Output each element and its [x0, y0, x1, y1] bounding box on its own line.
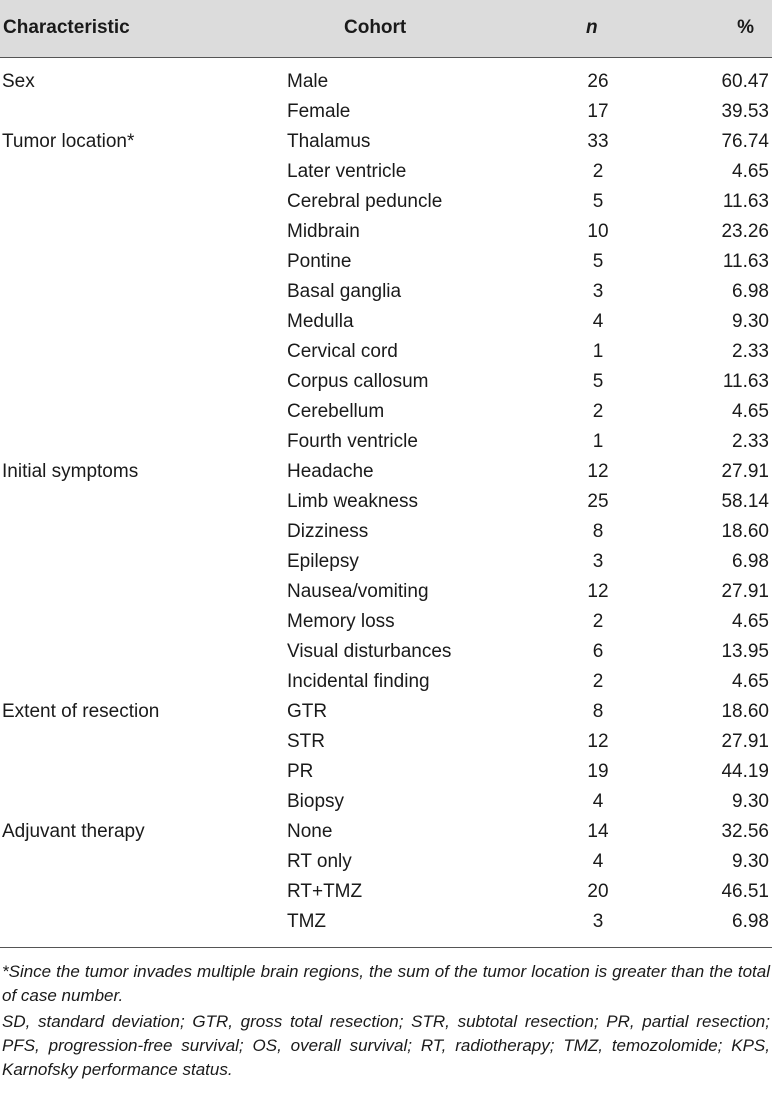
cell-percent: 4.65 — [732, 611, 769, 632]
cell-cohort: Basal ganglia — [287, 281, 402, 302]
table-header — [0, 0, 772, 58]
footnote-abbreviations: SD, standard deviation; GTR, gross total resection; STR, subtotal resection; PR, partial resection; PFS, progression-free survival; OS, overall survival; RT, radiotherapy; TMZ, temozolomide; KPS, Karnofsky performance status. — [2, 1012, 770, 1079]
header-characteristic: Characteristic — [3, 17, 130, 38]
cell-characteristic: Adjuvant therapy — [2, 821, 145, 842]
header-cohort: Cohort — [344, 17, 407, 38]
table-row — [0, 517, 772, 547]
cell-percent: 6.98 — [732, 911, 769, 932]
cell-percent: 27.91 — [721, 581, 769, 602]
table-row — [0, 307, 772, 337]
cell-characteristic: Initial symptoms — [2, 461, 139, 482]
cell-n: 10 — [587, 221, 609, 242]
table-row — [0, 127, 772, 157]
cell-percent: 9.30 — [732, 851, 769, 872]
cell-percent: 6.98 — [732, 281, 769, 302]
cell-n: 4 — [592, 311, 604, 332]
cell-cohort: Dizziness — [287, 521, 369, 542]
table-body — [0, 67, 772, 937]
cell-percent: 9.30 — [732, 311, 769, 332]
table-row — [0, 817, 772, 847]
cell-cohort: PR — [287, 761, 314, 782]
cell-cohort: Memory loss — [287, 611, 395, 632]
cell-n: 2 — [592, 611, 604, 632]
table-row — [0, 277, 772, 307]
cell-percent: 13.95 — [721, 641, 769, 662]
cell-cohort: TMZ — [287, 911, 327, 932]
cell-n: 2 — [592, 161, 604, 182]
cell-characteristic: Tumor location* — [2, 131, 135, 152]
table-row — [0, 667, 772, 697]
table-row — [0, 487, 772, 517]
cell-percent: 44.19 — [721, 761, 769, 782]
table-row — [0, 637, 772, 667]
table-row — [0, 877, 772, 907]
cell-cohort: Midbrain — [287, 221, 360, 242]
table-row — [0, 847, 772, 877]
cell-cohort: RT+TMZ — [287, 881, 363, 902]
cell-cohort: None — [287, 821, 333, 842]
cell-percent: 23.26 — [721, 221, 769, 242]
cell-cohort: Medulla — [287, 311, 354, 332]
cell-n: 19 — [587, 761, 609, 782]
table-row — [0, 547, 772, 577]
cell-n: 12 — [587, 461, 609, 482]
table-row — [0, 697, 772, 727]
table-row — [0, 67, 772, 97]
cell-percent: 4.65 — [732, 671, 769, 692]
table-row — [0, 217, 772, 247]
table-row — [0, 367, 772, 397]
cell-percent: 18.60 — [721, 701, 769, 722]
cell-cohort: Incidental finding — [287, 671, 430, 692]
cell-cohort: Male — [287, 71, 329, 92]
cell-cohort: Visual disturbances — [287, 641, 452, 662]
table-row — [0, 157, 772, 187]
table-row — [0, 397, 772, 427]
cell-cohort: Corpus callosum — [287, 371, 429, 392]
cell-n: 3 — [592, 281, 604, 302]
cell-percent: 4.65 — [732, 401, 769, 422]
cell-n: 14 — [587, 821, 609, 842]
cell-percent: 2.33 — [732, 431, 769, 452]
cell-n: 25 — [587, 491, 609, 512]
cell-n: 2 — [592, 671, 604, 692]
cell-characteristic: Extent of resection — [2, 701, 160, 722]
footnote-asterisk: *Since the tumor invades multiple brain regions, the sum of the tumor location is greater than the total of case number. — [2, 962, 770, 1005]
cell-percent: 9.30 — [732, 791, 769, 812]
table-row — [0, 757, 772, 787]
cell-cohort: GTR — [287, 701, 328, 722]
cell-n: 5 — [592, 191, 604, 212]
cell-percent: 39.53 — [721, 101, 769, 122]
cell-percent: 27.91 — [721, 461, 769, 482]
table-row — [0, 247, 772, 277]
cell-n: 4 — [592, 791, 604, 812]
table-row — [0, 577, 772, 607]
cell-n: 2 — [592, 401, 604, 422]
cell-cohort: Cerebral peduncle — [287, 191, 443, 212]
header-n: n — [586, 17, 598, 38]
cell-percent: 6.98 — [732, 551, 769, 572]
table-row — [0, 97, 772, 127]
cell-cohort: Biopsy — [287, 791, 345, 812]
header-percent: % — [737, 17, 754, 38]
cell-n: 6 — [592, 641, 604, 662]
cell-n: 33 — [587, 131, 609, 152]
cell-cohort: Thalamus — [287, 131, 371, 152]
cell-percent: 11.63 — [722, 251, 769, 272]
cell-percent: 58.14 — [721, 491, 769, 512]
table-row — [0, 727, 772, 757]
cell-cohort: STR — [287, 731, 325, 752]
cell-n: 20 — [587, 881, 609, 902]
cell-n: 12 — [587, 731, 609, 752]
cell-n: 4 — [592, 851, 604, 872]
cell-percent: 11.63 — [722, 371, 769, 392]
table-row — [0, 907, 772, 937]
cell-percent: 2.33 — [732, 341, 769, 362]
cell-cohort: Fourth ventricle — [287, 431, 418, 452]
cell-n: 5 — [592, 371, 604, 392]
cell-percent: 46.51 — [721, 881, 769, 902]
cell-n: 26 — [587, 71, 609, 92]
cell-percent: 4.65 — [732, 161, 769, 182]
cell-characteristic: Sex — [2, 71, 35, 92]
cell-cohort: Headache — [287, 461, 374, 482]
table-bottom-rule — [0, 947, 772, 948]
cell-percent: 60.47 — [721, 71, 769, 92]
cell-cohort: Nausea/vomiting — [287, 581, 429, 602]
table-row — [0, 187, 772, 217]
cell-cohort: Epilepsy — [287, 551, 359, 572]
table-row — [0, 787, 772, 817]
cell-cohort: Later ventricle — [287, 161, 407, 182]
cell-percent: 32.56 — [721, 821, 769, 842]
cell-n: 8 — [592, 701, 604, 722]
table-row — [0, 427, 772, 457]
cell-n: 1 — [592, 341, 604, 362]
cell-percent: 76.74 — [721, 131, 769, 152]
table-row — [0, 337, 772, 367]
cell-percent: 11.63 — [722, 191, 769, 212]
cell-percent: 18.60 — [721, 521, 769, 542]
cell-n: 5 — [592, 251, 604, 272]
cell-cohort: Limb weakness — [287, 491, 418, 512]
cell-cohort: Cerebellum — [287, 401, 385, 422]
table-footnotes — [2, 960, 770, 1084]
cell-n: 3 — [592, 551, 604, 572]
cell-n: 12 — [587, 581, 609, 602]
cell-cohort: Pontine — [287, 251, 352, 272]
table-row — [0, 607, 772, 637]
cell-cohort: RT only — [287, 851, 352, 872]
cell-n: 8 — [592, 521, 604, 542]
cell-n: 3 — [592, 911, 604, 932]
cell-percent: 27.91 — [721, 731, 769, 752]
cell-cohort: Female — [287, 101, 351, 122]
cell-n: 17 — [587, 101, 609, 122]
table-row — [0, 457, 772, 487]
cell-n: 1 — [592, 431, 604, 452]
cell-cohort: Cervical cord — [287, 341, 398, 362]
